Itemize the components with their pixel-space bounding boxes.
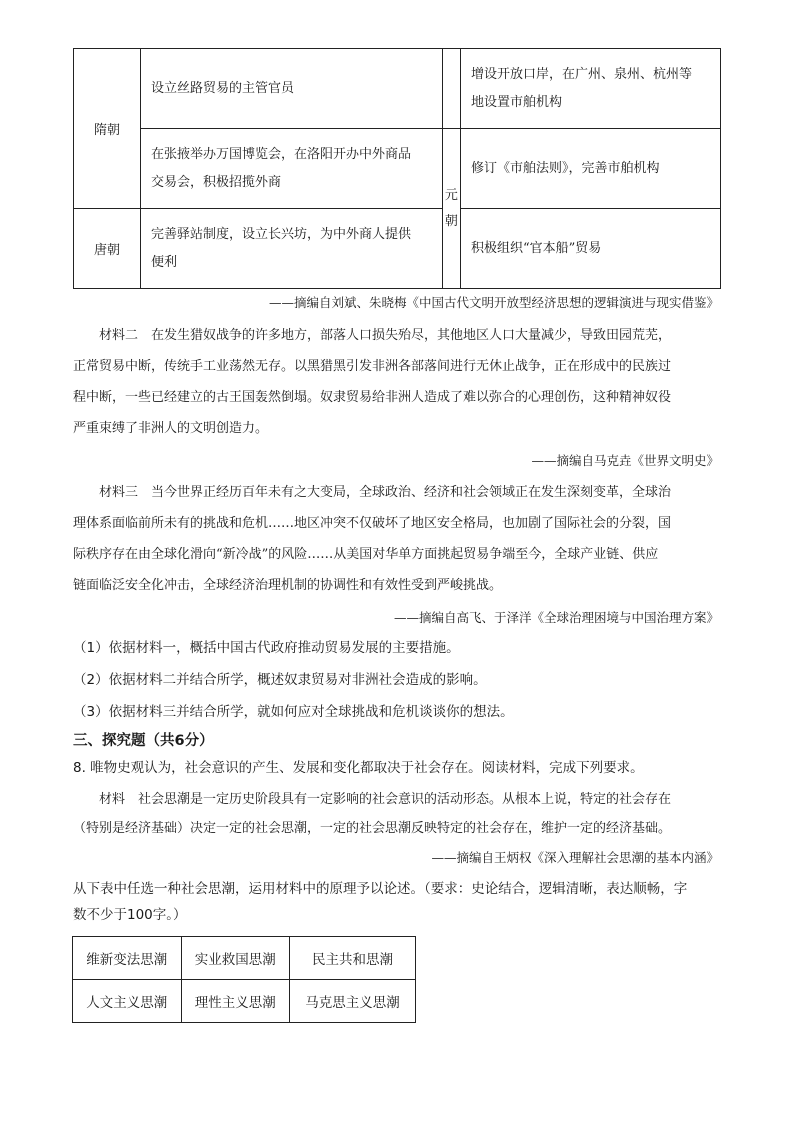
question-8-intro: 8. 唯物史观认为，社会意识的产生、发展和变化都取决于社会存在。阅读材料，完成下列要求。	[73, 760, 644, 776]
source-3: ——摘编自高飞、于泽洋《全球治理困境与中国治理方案》	[393, 610, 719, 625]
tang-row: 完善驿站制度，设立长兴坊，为中外商人提供 便利	[141, 209, 443, 289]
thought-cell: 人文主义思潮	[73, 980, 182, 1023]
thought-cell: 实业救国思潮	[181, 937, 290, 980]
policy-table	[73, 48, 721, 289]
question-8-material: 材料 社会思潮是一定历史阶段具有一定影响的社会意识的活动形态。从根本上说，特定的社会存在 （特别是经济基础）决定一定的社会思潮，一定的社会思潮反映特定的社会存在，维护一定的经济基础。	[73, 792, 672, 836]
question-2: （2）依据材料二并结合所学，概述奴隶贸易对非洲社会造成的影响。	[73, 672, 487, 688]
sui-row2: 在张掖举办万国博览会，在洛阳开办中外商品 交易会，积极招揽外商	[141, 129, 443, 209]
thought-cell: 维新变法思潮	[73, 937, 182, 980]
question-8-task: 从下表中任选一种社会思潮，运用材料中的原理予以论述。（要求：史论结合，逻辑清晰，表达顺畅，字 数不少于100字。）	[73, 881, 688, 923]
thought-cell: 民主共和思潮	[290, 937, 416, 980]
right-row3: 积极组织“官本船”贸易	[460, 209, 720, 289]
tang-label: 唐朝	[74, 209, 141, 289]
source-1: ——摘编自刘斌、朱晓梅《中国古代文明开放型经济思想的逻辑演进与现实借鉴》	[268, 295, 719, 310]
thought-cell: 马克思主义思潮	[290, 980, 416, 1023]
middle-blank	[442, 49, 460, 129]
question-3: （3）依据材料三并结合所学，就如何应对全球挑战和危机谈谈你的想法。	[73, 704, 514, 720]
section-3-title: 三、探究题（共6分）	[73, 733, 214, 749]
material-3: 材料三 当今世界正经历百年未有之大变局，全球政治、经济和社会领域正在发生深刻变革，全球治 理体系面临前所未有的挑战和危机……地区冲突不仅破坏了地区安全格局，也加剧了国际社会的分裂，国 际秩序存在由全球化滑向“新冷战”的风险……从美国对华单方面挑起贸易争端至今，全球产业链、供应 链面临泛安全化冲击，全球经济治理机制的协调性和有效性受到严峻挑战。	[73, 485, 672, 593]
yuan-label: 元 朝	[442, 129, 460, 289]
right-row2: 修订《市舶法则》，完善市舶机构	[460, 129, 720, 209]
material-2: 材料二 在发生猎奴战争的许多地方，部落人口损失殆尽，其他地区人口大量减少，导致田园荒芜， 正常贸易中断，传统手工业荡然无存。以黑猎黑引发非洲各部落间进行无休止战争，正在形成中的民族过 程中断，一些已经建立的古王国轰然倒塌。奴隶贸易给非洲人造成了难以弥合的心理创伤，这种精神奴役 严重束缚了非洲人的文明创造力。	[73, 328, 672, 436]
thought-table	[72, 936, 416, 1023]
question-1: （1）依据材料一，概括中国古代政府推动贸易发展的主要措施。	[73, 640, 460, 656]
thought-cell: 理性主义思潮	[181, 980, 290, 1023]
source-2: ——摘编自马克垚《世界文明史》	[531, 453, 719, 468]
sui-row1: 设立丝路贸易的主管官员	[141, 49, 443, 129]
sui-label: 隋朝	[74, 49, 141, 209]
right-row1: 增设开放口岸，在广州、泉州、杭州等 地设置市舶机构	[460, 49, 720, 129]
source-4: ——摘编自王炳权《深入理解社会思潮的基本内涵》	[431, 850, 719, 865]
